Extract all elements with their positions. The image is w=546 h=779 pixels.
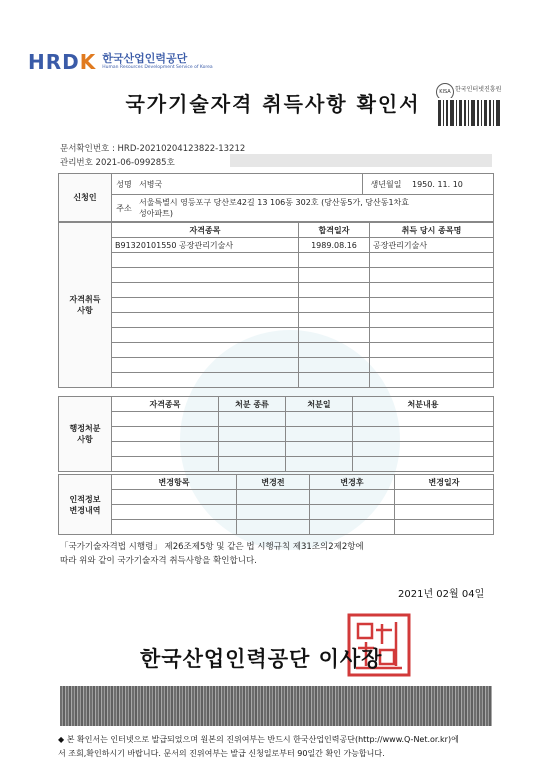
penalty-section-label: 행정처분 사항 xyxy=(59,397,112,472)
applicant-name: 서병국 xyxy=(136,174,363,195)
table-row xyxy=(59,520,494,535)
change-header-item: 변경항목 xyxy=(112,475,237,490)
penalty-header-type: 처분 종류 xyxy=(219,397,286,412)
address-label: 주소 xyxy=(112,195,137,222)
table-row xyxy=(59,442,494,457)
applicant-table xyxy=(58,173,494,222)
qualification-header-name: 취득 당시 종목명 xyxy=(370,223,494,238)
table-row xyxy=(59,298,494,313)
issue-date: 2021년 02월 04일 xyxy=(398,589,485,600)
change-section-label: 인적정보 변경내역 xyxy=(59,475,112,535)
table-row xyxy=(59,505,494,520)
applicant-birth: 1950. 11. 10 xyxy=(409,174,494,195)
table-row xyxy=(59,412,494,427)
certification-mark-icon: KISA xyxy=(436,83,454,101)
table-row xyxy=(59,313,494,328)
table-row xyxy=(59,253,494,268)
name-label: 성명 xyxy=(112,174,137,195)
management-number: 관리번호 2021-06-099285호 xyxy=(60,158,175,168)
table-row xyxy=(59,373,494,388)
applicant-address: 서울특별시 영등포구 당산로42길 13 106동 302호 (당산동5가, 당산동1차효 성아파트) xyxy=(136,195,494,222)
table-row: B91320101550 공장관리기술사 1989.08.16 공장관리기술사 xyxy=(59,238,494,253)
confirmation-notice: 「국가기술자격법 시행령」 제26조제5항 및 같은 법 시행규칙 제31조의2제2항에 따라 위와 같이 국가기술자격 취득사항을 확인합니다. xyxy=(60,542,364,566)
logo-mark: HRDK xyxy=(28,50,97,74)
logo-name-en: Human Resources Development Service of Korea xyxy=(102,65,213,70)
security-barcode xyxy=(60,686,492,726)
penalty-header-date: 처분일 xyxy=(286,397,353,412)
birth-label: 생년월일 xyxy=(363,174,410,195)
logo-name-ko: 한국산업인력공단 xyxy=(102,52,188,65)
certification-label: 한국인터넷진흥원 xyxy=(455,86,502,93)
header-shade xyxy=(230,154,492,167)
qualification-table xyxy=(58,222,494,388)
table-row xyxy=(59,283,494,298)
table-row xyxy=(59,457,494,472)
table-row xyxy=(59,328,494,343)
penalty-header-content: 처분내용 xyxy=(353,397,494,412)
table-row xyxy=(59,268,494,283)
penalty-header-item: 자격종목 xyxy=(112,397,219,412)
table-row xyxy=(59,343,494,358)
applicant-section-label: 신청인 xyxy=(59,174,112,222)
change-header-date: 변경일자 xyxy=(395,475,494,490)
qualification-section-label: 자격취득 사항 xyxy=(59,223,112,388)
hrdk-logo xyxy=(28,50,213,74)
change-header-before: 변경전 xyxy=(237,475,310,490)
page-title: 국가기술자격 취득사항 확인서 xyxy=(125,92,421,116)
qualification-header-item: 자격종목 xyxy=(112,223,299,238)
change-history-table xyxy=(58,474,494,535)
qualification-header-date: 합격일자 xyxy=(299,223,370,238)
table-row xyxy=(59,427,494,442)
issuer-name: 한국산업인력공단 이사장 xyxy=(140,646,383,671)
document-number: 문서확인번호 : HRD-20210204123822-13212 xyxy=(60,144,246,154)
table-row xyxy=(59,358,494,373)
penalty-table xyxy=(58,396,494,472)
table-row xyxy=(59,490,494,505)
footnote: ◆ 본 확인서는 인터넷으로 발급되었으며 원본의 진위여부는 반드시 한국산업인력공단(http://www.Q-Net.or.kr)에 서 조회,확인하시기 바랍니다. 문서의 진위여부는 발급 신청일로부터 90일간 확인 가능합니다. xyxy=(58,735,459,758)
change-header-after: 변경후 xyxy=(310,475,395,490)
